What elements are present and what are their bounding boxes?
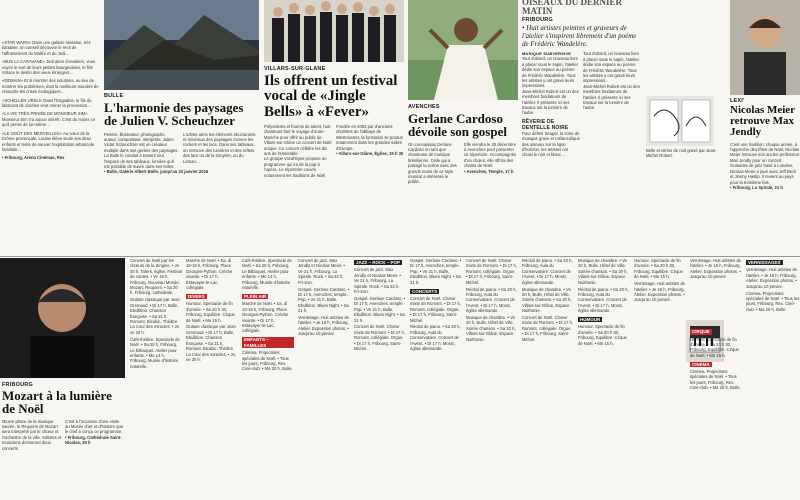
agenda-entry-6: Gospel. Gerlane Cardoso. • Di 17 h, Avenches, temple. Pop. • Ve 21 h, Bulle, Ebullition. Blues Night. • Sa 21 h. [298, 286, 350, 314]
article-bulle [104, 93, 259, 258]
listing-schellen-ursli: «SCHELLEN URSLI» Dans l'Engadine, le fils du fabricant de cloches veut mener la procession… [2, 97, 92, 109]
listing-demain: «DEMAIN» Et si montrer des solutions, au lieu de montrer les problèmes, était la meilleure manière de résoudre les crises écologiques… [2, 78, 99, 95]
nicolas-meier-photo [730, 0, 800, 95]
body-avenches-1: On connaissait Gerlane Cardoso en tant que chanteuse de musique brésilienne. Celle qui a partagé la scène avec des grands noms de ce style musical a intéressé le public. [408, 141, 457, 185]
body-mozart-1: Œuvre phare de la musique sacrée, le Requiem de Mozart sera interprété par le chœur et l'orchestre de la ville. Solistes et musiciens donneront deux concerts. [2, 418, 62, 451]
agenda-col-1 [130, 258, 182, 500]
source-villars: • Villars-sur-Glâne, Église, 19 h 30 [336, 150, 404, 156]
tag-concerts: CONCERTS [412, 288, 438, 294]
body-bulle-1: Peintre, illustrateur, photographe, auteur, compositeur, interprète, Julien Victor Scheuchzer est un créateur multiple dans ses gerbes des paysages. La Bulle le conduit à travers tout l'espace de ses tableaux, lumière qu'il est possible de suivre dans ses toiles. [104, 131, 179, 169]
agenda-entry-9c: Musique de chambre. • Ve 20 h, Bulle, Hôtel de Ville. Soirée chanson. • Sa 20 h, Villars-sur-Glâne, Espace Nuithonie. [578, 258, 628, 285]
tag-enfants: ENFANTS – FAMILLES [242, 337, 294, 348]
singers-group-photo [264, 0, 404, 62]
article-villars [264, 66, 404, 256]
agenda-entry-2: Guitare classique par Jean Gremaud. • Di 17 h, Bulle, Ebullition. Chanson française. • Sa 21 h, Romont, Bicubic. Théâtre La Cour des miracles. • Je, ve 20 h. [130, 297, 181, 335]
tag-divers: DIVERS [188, 293, 205, 299]
body-meier-1: C'est une tradition: chaque année, à l'approche des fêtes de Noël, Nicolas Meier retrouve son ancien professeur Max Jendly pour un concert. [730, 141, 800, 163]
caption-engraving: Belle et vitrine de nuit gravé par Jean-Michel Robert. [646, 148, 717, 159]
agenda-col-7 [466, 258, 518, 500]
agenda-entry-5: Concert de jazz. Max Jendly et Nicolas Meier. • Ve 21 h, Fribourg, La Spirale. Rock. • Sa 22 h, Fri-Son. [298, 258, 345, 285]
kicker-avenches: AVENCHES [408, 104, 440, 110]
tag-jazz: JAZZ – ROCK – POP [356, 260, 401, 265]
agenda-entry-9: Musique de chambre. • Ve 20 h, Bulle, Hôtel de Ville. Soirée chanson. • Sa 20 h, Villars-sur-Glâne, Espace Nuithonie. [466, 315, 516, 342]
body-oiseaux-1: Tout d'abord, un nouveau livre à placer sous le sapin, l'atelier dédie son espace au poème de Frédéric Wandelère. Tous les artistes y ont gravé leurs impressions. [522, 56, 578, 89]
listing-monsieur-sim: «LA VIE TRÈS PRIVÉE DE MONSIEUR SIM» Monsieur Sim n'a aucun intérêt. C'est du moins ce qu'il pense de lui-même… [2, 111, 96, 128]
agenda-entry-8c: Récital de piano. • Sa 20 h, Fribourg, Aula du Conservatoire. Concert de l'Avent. • Di 17 h, Morat, église allemande. [522, 258, 573, 285]
headline-villars: Ils offrent un festival vocal de «Jingle Bells» à «Fever» [264, 73, 398, 120]
agenda-entry-5b: Concert de jazz. Max Jendly et Nicolas Meier. • Ve 21 h, Fribourg, La Spirale. Rock. • Sa 22 h, Fri-Son. [354, 267, 401, 295]
agenda-col-12 [746, 258, 800, 500]
article-oiseaux [522, 0, 642, 256]
tag-vernissages: VERNISSAGES [748, 260, 781, 265]
agenda-entry-12c: Cinéma. Projections spéciales de Noël. • Tous les jours, Fribourg, Rex. Ciné-club. • Ma 20 h, Bulle. [746, 290, 800, 312]
source-meier: • Fribourg, La Spirale, 21 h [730, 184, 783, 190]
landscape-painting-photo [104, 0, 259, 90]
kicker-bulle: BULLE [104, 93, 124, 99]
article-mozart [2, 382, 125, 500]
listing-star-wars: «STAR WARS» Dans une galaxie lointaine, très lointaine, un conseil découvre le récit de l'affrontement du Maître et du Jedi… [2, 40, 91, 56]
body-oiseaux-2: Jean-Michel Robert est un des membres fondateurs de l'atelier. Il présente ici ses travaux sur la lumière de l'aube. [522, 88, 579, 116]
singers-icon [264, 0, 404, 62]
agenda-col-11 [690, 258, 742, 500]
agenda-col-8 [522, 258, 574, 500]
conductor-portrait-icon [0, 258, 125, 378]
agenda-col-9 [578, 258, 630, 500]
article-avenches [408, 104, 518, 256]
listing-gout-merveilles: «LE GOÛT DES MERVEILLES» Au cœur de la Drôme provençale, Louise élève seule ses deux enfants et tente de sauver l'exploitation arboricole familiale… [2, 130, 95, 152]
deck-oiseaux: • Huit artistes peintres et graveurs de l'atelier s'inspirent librement d'un poème de Frédéric Wandelère. [522, 24, 637, 49]
agenda-entry-7c: Concert de Noël. Chœur mixte de Romont. • Di 17 h, Romont, collégiale. Orgue. • Di 17 h, Fribourg, Saint-Michel. [466, 258, 518, 285]
body-oiseaux-3: Pour définir Seupel, la sorte de musique grave et mélancolique des oiseaux sur la ligne d'horizon, les artistes ont choisi le noir et blanc… [522, 130, 580, 158]
headline-avenches: Gerlane Cardoso dévoile son gospel [408, 111, 507, 140]
mozart-conductor-photo [0, 258, 125, 378]
agenda-entry-2b: Guitare classique par Jean Gremaud. • Di 17 h, Bulle, Ebullition. Chanson française. • Sa 21 h, Romont, Bicubic. Théâtre La Cour des miracles. • Je, ve 20 h. [186, 324, 237, 362]
source-bulle: • Bulle, Galerie Albert Bulle, jusqu'au 23 janvier 2016 [104, 169, 209, 175]
body-oiseaux-2b: Jean-Michel Robert est un des membres fondateurs de l'atelier. Il présente ici ses travaux sur la lumière de l'aube. [583, 83, 640, 111]
article-meier [730, 98, 800, 256]
headline-mozart: Mozart à la lumière de Noël [2, 388, 112, 417]
agenda-entry-11c: Vernissage. Huit artistes de l'atelier. • Je 18 h, Fribourg, Atelier. Exposition photos. • Jusqu'au 10 janvier. [690, 258, 741, 280]
agenda-entry-11d: Vernissage. Huit artistes de l'atelier. • Je 18 h, Fribourg, Atelier. Exposition photos. • Jusqu'au 10 janvier. [746, 267, 797, 289]
agenda-entry-8b: Récital de piano. • Sa 20 h, Fribourg, Aula du Conservatoire. Concert de l'Avent. • Di 17 h, Morat, église allemande. [466, 286, 517, 314]
kicker-mozart: FRIBOURG [2, 382, 33, 388]
listing-bus: «BUS LA CARAVANE» Jedi alors chevaliers, vous voyez le sort de leurs petites bourgeoisies, le film retrace le destin des vieux étrangers… [2, 59, 96, 76]
agenda-entry-12b: Cinéma. Projections spéciales de Noël. • Tous les jours, Fribourg, Rex. Ciné-club. • Ma 20 h, Bulle. [690, 369, 741, 391]
agenda-entry-11: Vernissage. Huit artistes de l'atelier. • Je 18 h, Fribourg, Atelier. Exposition photos. • Jusqu'au 10 janvier. [298, 315, 349, 337]
singer-portrait-icon [408, 0, 518, 100]
body-bulle-2: L'artiste aime les éléments structurants et minéraux des paysages comme les rochers et les lacs. Dans ses tableaux, on retrouve des lumières et des reflets des lacs ou de la Gruyère, ou du Léman… [183, 131, 256, 164]
agenda-entry-8: Récital de piano. • Sa 20 h, Fribourg, Aula du Conservatoire. Concert de l'Avent. • Di 17 h, Morat, église allemande. [410, 324, 461, 352]
kicker-meier: LEXI' [730, 98, 745, 104]
agenda-entry-3b: Café-théâtre. Spectacle de Noël. • Sa 20 h, Fribourg, Le Bilboquet. Atelier pour enfants. • Me 14 h, Fribourg, Musée d'histoire naturelle. [242, 258, 292, 291]
headline-bulle: L'harmonie des paysages de Julien V. Scheuchzer [104, 100, 244, 129]
gerlane-cardoso-photo [408, 0, 518, 100]
agenda-col-6 [410, 258, 462, 500]
agenda-entry-7d: Concert de Noël. Chœur mixte de Romont. • Di 17 h, Romont, collégiale. Orgue. • Di 17 h, Fribourg, Saint-Michel. [522, 315, 574, 342]
agenda-entry-7b: Concert de Noël. Chœur mixte de Romont. • Di 17 h, Romont, collégiale. Orgue. • Di 17 h, Fribourg, Saint-Michel. [410, 295, 462, 323]
headline-oiseaux: OISEAUX DU DERNIER MATIN [522, 0, 623, 17]
agenda-entry-7: Concert de Noël. Chœur mixte de Romont. • Di 17 h, Romont, collégiale. Orgue. • Di 17 h, Fribourg, Saint-Michel. [354, 324, 406, 352]
source-mozart: • Fribourg, Cathédrale Saint-Nicolas, 20 h [65, 434, 122, 446]
agenda-col-5 [354, 258, 406, 500]
listing-source: • Fribourg, Arena Cinémas, Rex [2, 155, 65, 161]
agenda-entry-6c: Gospel. Gerlane Cardoso. • Di 17 h, Avenches, temple. Pop. • Ve 21 h, Bulle, Ebullition. Blues Night. • Sa 21 h. [410, 258, 462, 285]
kicker-oiseaux: FRIBOURG [522, 17, 553, 24]
agenda-entry-10: Humour. Spectacle de fin d'année. • Sa 20 h 30, Fribourg, Equilibre. Cirque de Noël. • Me 15 h. [186, 301, 235, 323]
body-mozart-2: C'est à l'occasion d'une visite au Musée d'art et d'histoire que le chef a conçu ce programme. [65, 418, 124, 435]
body-avenches-2: Elle viendra le 20 décembre à Avenches pour présenter ce répertoire. Accompagnée d'un chœur, elle offrira des chants de Noël. [464, 141, 517, 169]
subhead-oiseaux: RÊVERIE DE DENTELLE NOIRE [522, 118, 569, 131]
tag-cirque: CIRQUE [692, 329, 710, 335]
agenda-entry-9b: Musique de chambre. • Ve 20 h, Bulle, Hôtel de Ville. Soirée chanson. • Sa 20 h, Villars-sur-Glâne, Espace Nuithonie. [522, 286, 572, 314]
agenda-entry-10c: Humour. Spectacle de fin d'année. • Sa 20 h 30, Fribourg, Equilibre. Cirque de Noël. • Me 15 h. [634, 258, 683, 280]
agenda-col-10 [634, 258, 686, 500]
kicker-villars: VILLARS-SUR-GLÂNE [264, 66, 326, 72]
engraving-photo [646, 96, 714, 146]
headline-meier: Nicolas Meier retrouve Max Jendly [730, 104, 795, 139]
musician-portrait-icon [730, 0, 800, 95]
agenda-entry-12: Cinéma. Projections spéciales de Noël. • Tous les jours, Fribourg, Rex. Ciné-club. • Ma 20 h, Bulle. [242, 350, 293, 372]
agenda-entry-10b: Humour. Spectacle de fin d'année. • Sa 20 h 30, Fribourg, Equilibre. Cirque de Noël. • Me 15 h. [578, 324, 627, 346]
label-oiseaux: MUSIQUE SUBVERSIVE [522, 51, 572, 57]
agenda-entry-3: Café-théâtre. Spectacle de Noël. • Sa 20 h, Fribourg, Le Bilboquet. Atelier pour enfants. • Me 14 h, Fribourg, Musée d'histoire naturelle. [130, 336, 180, 369]
body-villars-1: Polyvalents et fournis de talent, huit chanteurs font le voyage d'outre-Manche pour offrir au public de Villars-sur-Glâne un concert de Noël unique. Ce concert célèbre les dix ans de l'ensemble. [264, 123, 332, 156]
tag-cinema: CINÉMA [692, 361, 710, 367]
agenda-entry-6b: Gospel. Gerlane Cardoso. • Di 17 h, Avenches, temple. Pop. • Ve 21 h, Bulle, Ebullition. Blues Night. • Sa 21 h. [354, 295, 406, 323]
body-oiseaux-1b: Tout d'abord, un nouveau livre à placer sous le sapin, l'atelier dédie son espace au poème de Frédéric Wandelère. Tous les artistes y ont gravé leurs impressions. [583, 51, 639, 84]
agenda-entry-10d: Humour. Spectacle de fin d'année. • Sa 20 h 30, Fribourg, Equilibre. Cirque de Noël. • Me 15 h. [690, 336, 739, 358]
body-villars-3: Fondée en 2003 par d'anciens choristes de l'abbaye de Westminster, la formation se produit notamment dans les grandes salles d'Europe. [336, 123, 403, 151]
source-avenches: • Avenches, Temple, 17 h [464, 168, 514, 174]
tag-humour: HUMOUR [580, 317, 601, 323]
body-villars-2: Le groupe Vocal'Eyes propose un programme qui ira de la pop à l'opéra. Le répertoire couvre notamment les traditions de Noël. [264, 156, 327, 178]
section-divider [0, 256, 800, 257]
agenda-entry-11b: Vernissage. Huit artistes de l'atelier. • Je 18 h, Fribourg, Atelier. Exposition photos. • Jusqu'au 10 janvier. [634, 281, 685, 303]
agenda-col-3 [242, 258, 294, 500]
agenda-col-4 [298, 258, 350, 500]
agenda-entry-8d: Récital de piano. • Sa 20 h, Fribourg, Aula du Conservatoire. Concert de l'Avent. • Di 17 h, Morat, église allemande. [578, 286, 629, 314]
agenda-entry-1: Concert de Noël par les chœurs de la Singine. • Je 20 h, Tafers, église. Festival de contes. • Ve 19 h, Fribourg, Nouveau Monde. Mozart, Requiem. • Sa 20 h, Fribourg, cathédrale. [130, 258, 182, 296]
landscape-painting-icon [104, 0, 259, 90]
agenda-col-2 [186, 258, 238, 500]
tag-plein-air: PLEIN AIR [244, 293, 267, 299]
body-meier-2: Guitariste de jazz basé à Londres, Nicolas Meier a joué avec Jeff Beck et Jimmy Haslip. Il revient au pays pour la troisième fois. [730, 163, 797, 185]
agenda-entry-4: Marché de Noël. • Sa, di 10-18 h, Fribourg, Place Georges-Python. Crèche vivante. • Di 17 h, Estavayer-le-Lac, collégiale. [186, 258, 233, 291]
agenda-entry-4b: Marché de Noël. • Sa, di 10-18 h, Fribourg, Place Georges-Python. Crèche vivante. • Di 17 h, Estavayer-le-Lac, collégiale. [242, 301, 289, 334]
engraving-icon [646, 96, 714, 146]
